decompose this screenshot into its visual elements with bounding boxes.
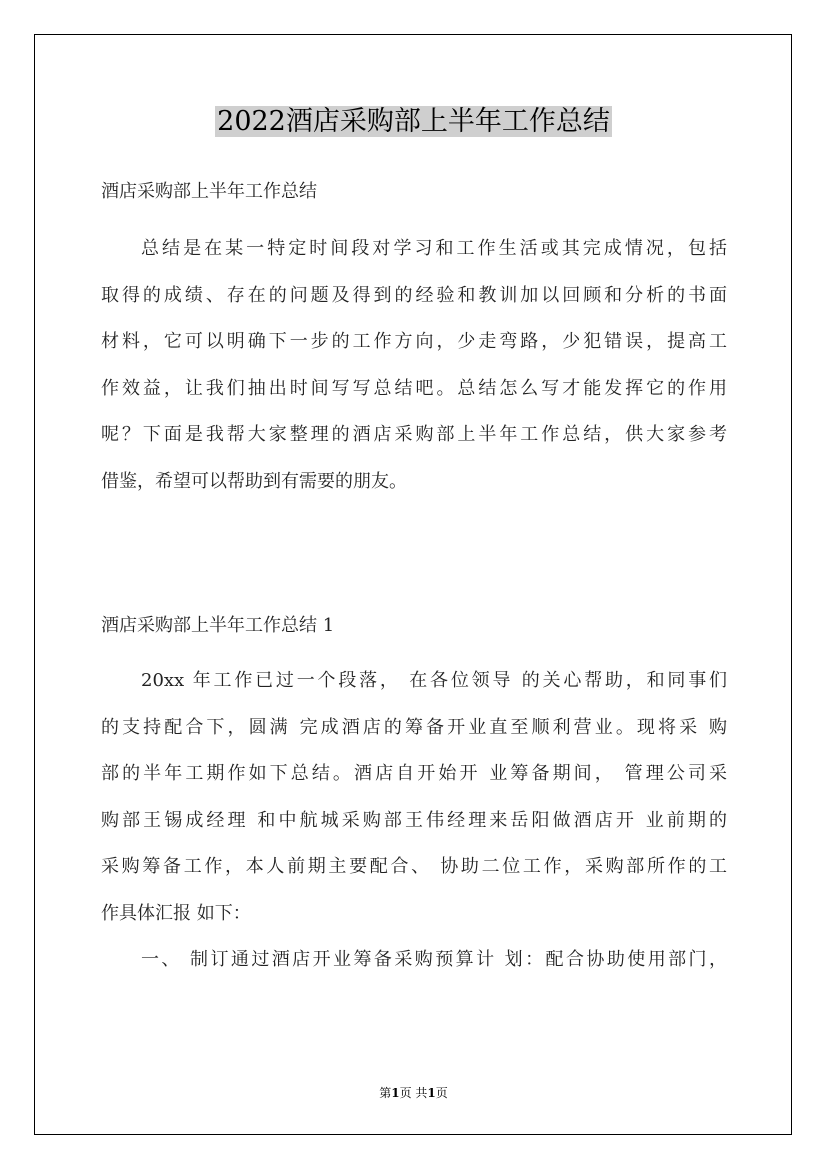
subtitle: 酒店采购部上半年工作总结: [101, 181, 317, 202]
paragraph-line: 购部王锡成经理 和中航城采购部王伟经理来岳阳做酒店开 业前期的: [101, 809, 727, 831]
intro-paragraph: [101, 226, 727, 505]
paragraph-line: 部的半年工期作如下总结。酒店自开始开 业筹备期间， 管理公司采: [101, 763, 727, 784]
paragraph-line: 借鉴，希望可以帮助到有需要的朋友。: [101, 470, 407, 492]
paragraph-line: 呢？下面是我帮大家整理的酒店采购部上半年工作总结，供大家参考: [101, 424, 727, 445]
paragraph-line: 总结是在某一特定时间段对学习和工作生活或其完成情况，包括: [141, 238, 727, 259]
footer-prefix: 第: [379, 1086, 392, 1100]
paragraph-line: 作具体汇报 如下：: [101, 902, 251, 924]
document-body: [101, 169, 727, 216]
footer-suffix: 页: [435, 1086, 448, 1100]
paragraph-line: 材料，它可以明确下一步的工作方向，少走弯路，少犯错误，提高工: [101, 331, 727, 352]
page-footer: [0, 1084, 827, 1101]
footer-page-total: 1: [427, 1086, 436, 1100]
document-title-text: 2022酒店采购部上半年工作总结: [217, 106, 610, 137]
paragraph-line: 一、 制订通过酒店开业筹备采购预算计 划：配合协助使用部门，: [141, 949, 727, 970]
paragraph-line: 20xx 年工作已过一个段落， 在各位领导 的关心帮助，和同事们: [141, 670, 727, 691]
footer-page-number: 1: [391, 1086, 400, 1100]
section1-heading-block: [101, 603, 727, 650]
document-title: [0, 100, 827, 144]
section1-paragraph: [101, 658, 727, 984]
paragraph-line: 的支持配合下，圆满 完成酒店的筹备开业直至顺利营业。现将采 购: [101, 716, 727, 738]
paragraph-line: 作效益，让我们抽出时间写写总结吧。总结怎么写才能发挥它的作用: [101, 377, 727, 399]
section-heading: 酒店采购部上半年工作总结 1: [101, 615, 335, 636]
paragraph-line: 取得的成绩、存在的问题及得到的经验和教训加以回顾和分析的书面: [101, 284, 727, 306]
footer-mid: 页 共: [399, 1086, 428, 1100]
paragraph-line: 采购筹备工作，本人前期主要配合、 协助二位工作，采购部所作的工: [101, 856, 727, 877]
